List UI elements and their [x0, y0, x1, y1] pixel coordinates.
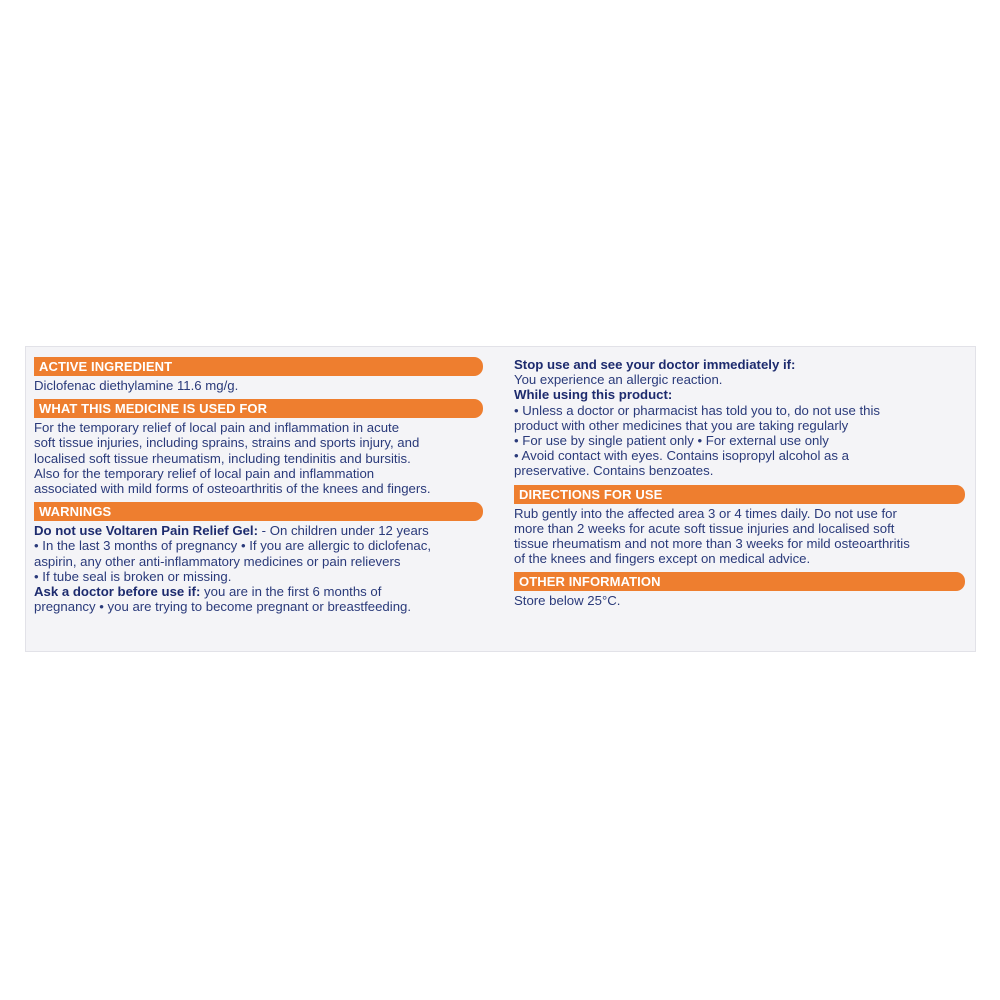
while-using-line: • Unless a doctor or pharmacist has told you to, do not use this: [514, 402, 880, 418]
used-for-line: localised soft tissue rheumatism, including tendinitis and bursitis.: [34, 450, 411, 466]
directions-header: DIRECTIONS FOR USE: [514, 485, 965, 504]
while-using-line: • For use by single patient only • For external use only: [514, 433, 829, 449]
while-using-label: While using this product:: [514, 387, 673, 403]
warnings-text: [34, 523, 483, 614]
ask-doctor-line: [34, 584, 483, 599]
stop-use-label: Stop use and see your doctor immediately if:: [514, 357, 796, 372]
other-info-header: OTHER INFORMATION: [514, 572, 965, 591]
while-using-line: • Avoid contact with eyes. Contains isopropyl alcohol as a: [514, 448, 849, 464]
right-column: [514, 357, 965, 609]
do-not-use-label: Do not use Voltaren Pain Relief Gel:: [34, 523, 258, 539]
other-info-text: Store below 25°C.: [514, 593, 621, 609]
active-ingredient-text: Diclofenac diethylamine 11.6 mg/g.: [34, 378, 239, 393]
directions-text: [514, 506, 965, 567]
used-for-header: WHAT THIS MEDICINE IS USED FOR: [34, 399, 483, 418]
while-using-line: preservative. Contains benzoates.: [514, 463, 714, 479]
medicine-info-panel: [25, 346, 976, 652]
while-using-line: product with other medicines that you are taking regularly: [514, 417, 849, 433]
do-not-use-line: • If tube seal is broken or missing.: [34, 568, 232, 584]
directions-line: more than 2 weeks for acute soft tissue injuries and localised soft: [514, 520, 895, 536]
used-for-line: Also for the temporary relief of local pain and inflammation: [34, 465, 375, 481]
left-column: [34, 357, 483, 614]
used-for-line: associated with mild forms of osteoarthritis of the knees and fingers.: [34, 481, 431, 497]
do-not-use-line: [34, 523, 483, 538]
stop-use-section: [514, 357, 965, 387]
ask-doctor-first: you are in the first 6 months of: [200, 584, 382, 600]
directions-line: tissue rheumatism and not more than 3 weeks for mild osteoarthritis: [514, 536, 910, 552]
do-not-use-line: • In the last 3 months of pregnancy • If you are allergic to diclofenac,: [34, 538, 432, 554]
used-for-line: soft tissue injuries, including sprains, strains and sports injury, and: [34, 435, 420, 451]
used-for-text: [34, 420, 483, 496]
directions-line: of the knees and fingers except on medical advice.: [514, 551, 811, 567]
used-for-line: For the temporary relief of local pain and inflammation in acute: [34, 420, 400, 436]
do-not-use-line: aspirin, any other anti-inflammatory medicines or pain relievers: [34, 553, 401, 569]
active-ingredient-header: ACTIVE INGREDIENT: [34, 357, 483, 376]
ask-doctor-line: pregnancy • you are trying to become pregnant or breastfeeding.: [34, 599, 412, 615]
warnings-header: WARNINGS: [34, 502, 483, 521]
stop-use-text: You experience an allergic reaction.: [514, 372, 723, 388]
while-using-section: [514, 387, 965, 478]
ask-doctor-label: Ask a doctor before use if:: [34, 584, 201, 600]
do-not-use-first: - On children under 12 years: [257, 523, 429, 539]
directions-line: Rub gently into the affected area 3 or 4 times daily. Do not use for: [514, 505, 897, 521]
